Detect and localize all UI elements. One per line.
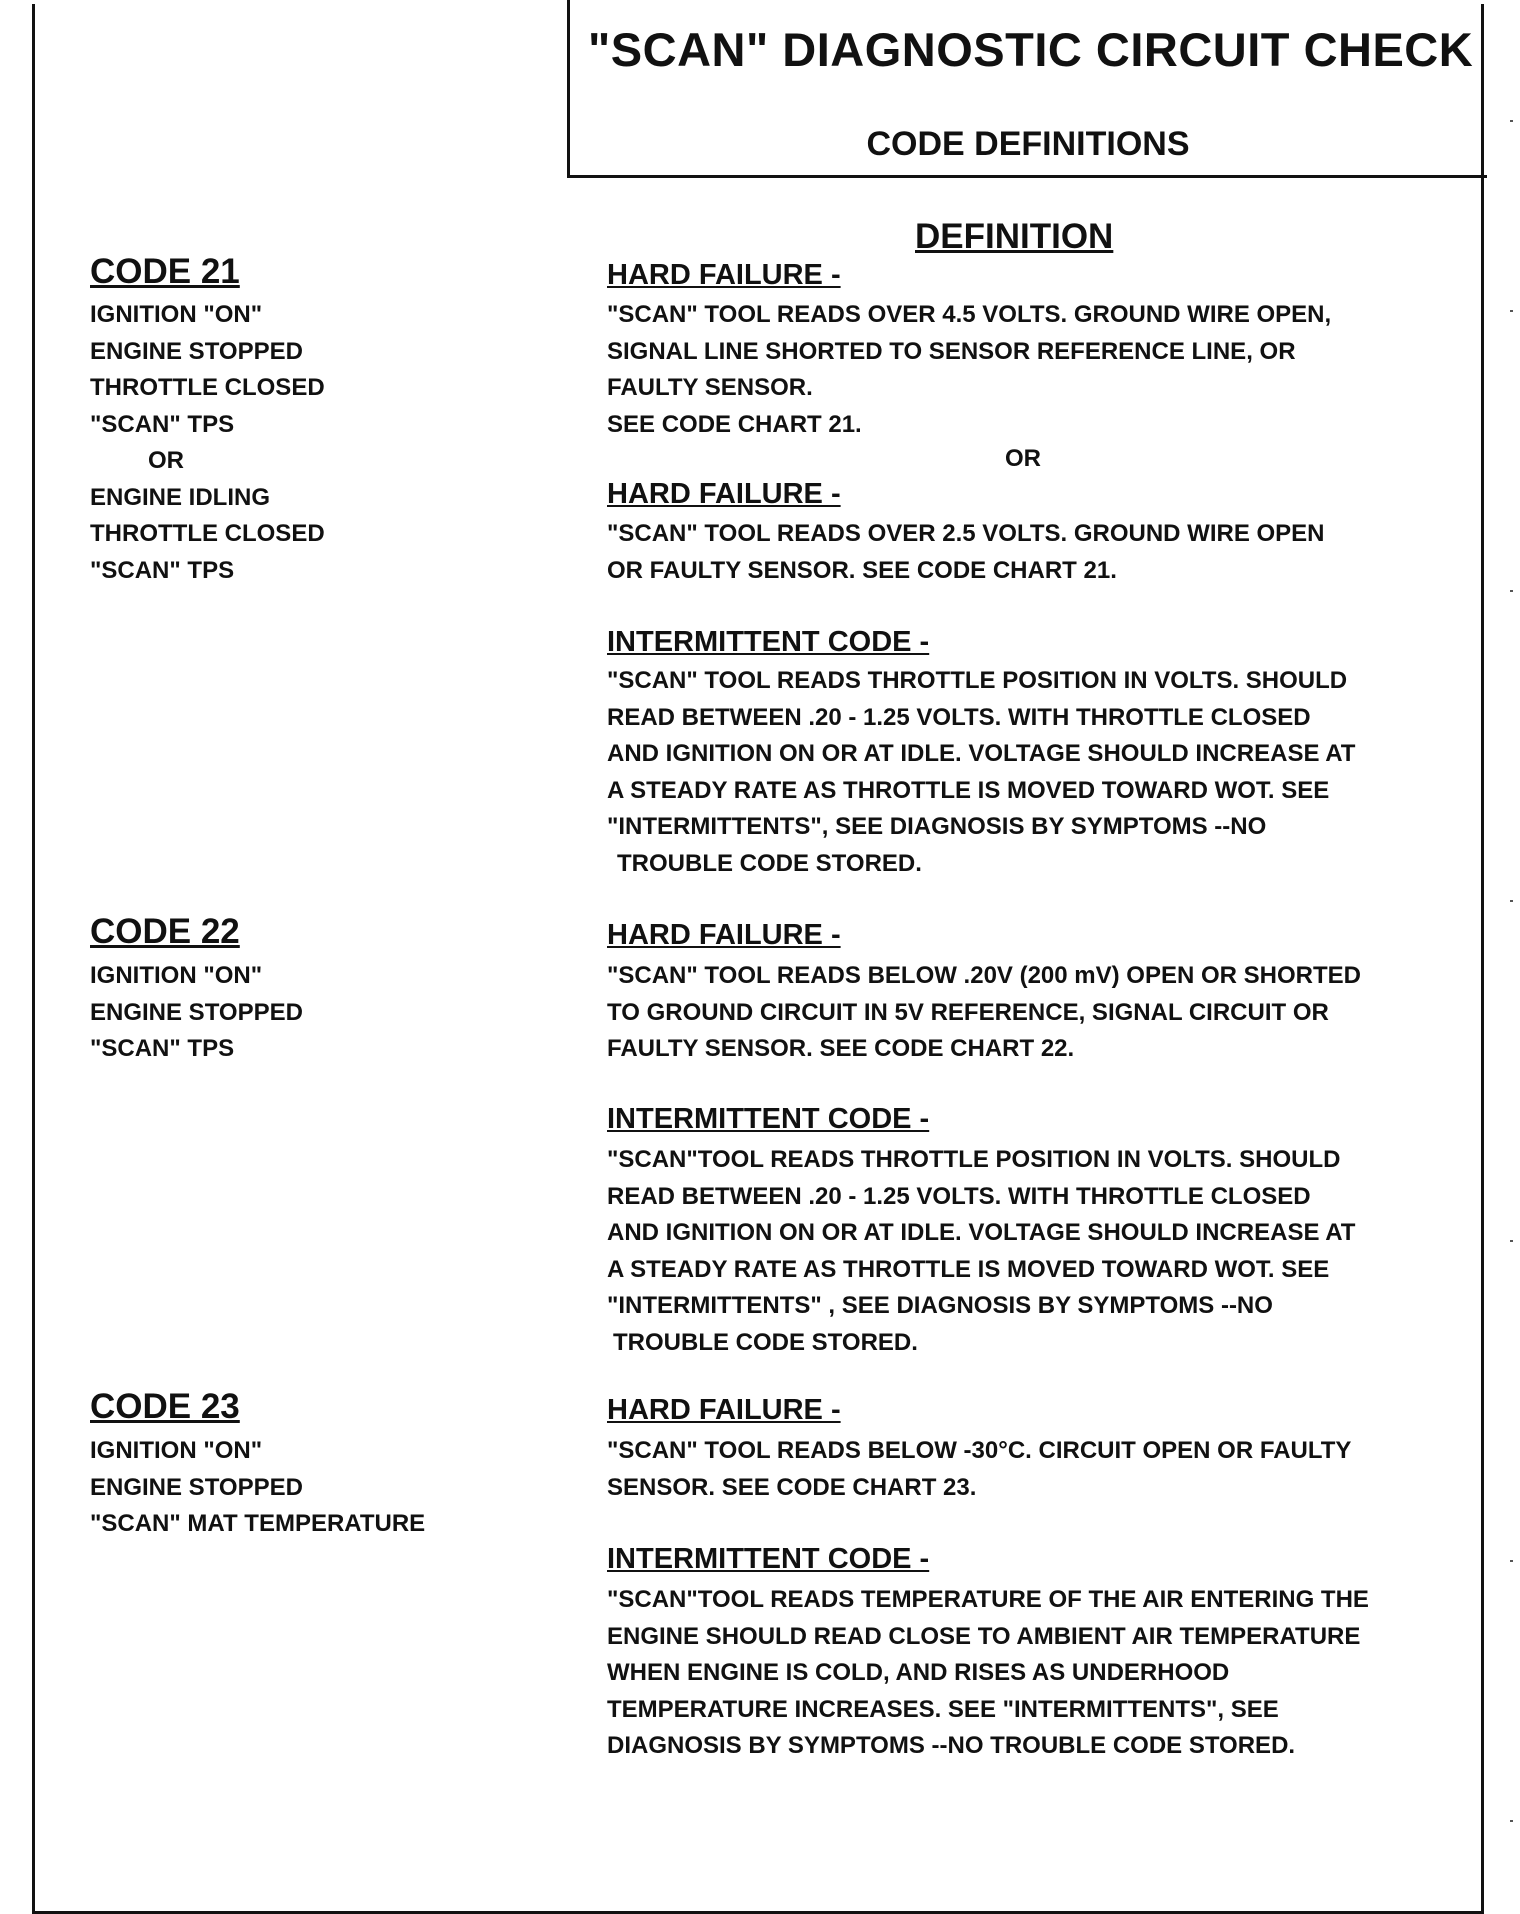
text-line: "SCAN" TOOL READS BELOW .20V (200 mV) OPEN OR SHORTED [607,962,1361,989]
text-line: "SCAN"TOOL READS THROTTLE POSITION IN VOLTS. SHOULD [607,1146,1341,1173]
code-21-heading: CODE 21 [90,252,240,291]
condition-line: ENGINE IDLING [90,483,271,511]
condition-line: ENGINE STOPPED [90,1473,303,1501]
code-21-intermittent-text [607,663,1467,882]
text-line: AND IGNITION ON OR AT IDLE. VOLTAGE SHOULD INCREASE AT [607,1219,1356,1246]
code-21-hard-failure-2-heading: HARD FAILURE - [607,478,841,510]
code-22-heading: CODE 22 [90,912,240,951]
page-title: "SCAN" DIAGNOSTIC CIRCUIT CHECK [588,23,1474,76]
code-22-intermittent-text [607,1142,1467,1361]
code-21-hard-failure-1-heading: HARD FAILURE - [607,259,841,291]
code-21-conditions [90,297,520,589]
text-line: "SCAN" TOOL READS THROTTLE POSITION IN VOLTS. SHOULD [607,667,1348,694]
code-22-hard-failure-heading: HARD FAILURE - [607,919,841,951]
text-line: ENGINE SHOULD READ CLOSE TO AMBIENT AIR TEMPERATURE [607,1622,1361,1650]
text-line: DIAGNOSIS BY SYMPTOMS --NO TROUBLE CODE STORED. [607,1732,1296,1759]
condition-line: IGNITION "ON" [90,962,263,989]
scan-mark [1510,120,1513,122]
code-22-conditions [90,958,520,1068]
text-line: READ BETWEEN .20 - 1.25 VOLTS. WITH THROTTLE CLOSED [607,703,1311,731]
text-line: READ BETWEEN .20 - 1.25 VOLTS. WITH THROTTLE CLOSED [607,1182,1311,1210]
text-line: FAULTY SENSOR. SEE CODE CHART 22. [607,1035,1075,1062]
text-line: A STEADY RATE AS THROTTLE IS MOVED TOWARD WOT. SEE [607,1255,1330,1283]
condition-line: IGNITION "ON" [90,301,263,328]
condition-or: OR [148,447,184,474]
text-line: TROUBLE CODE STORED. [617,849,922,877]
condition-line: ENGINE STOPPED [90,337,303,365]
text-line: AND IGNITION ON OR AT IDLE. VOLTAGE SHOULD INCREASE AT [607,740,1356,767]
text-line: TO GROUND CIRCUIT IN 5V REFERENCE, SIGNAL CIRCUIT OR [607,998,1329,1026]
code-22-intermittent-heading: INTERMITTENT CODE - [607,1103,930,1135]
scan-mark [1510,310,1513,312]
text-line: WHEN ENGINE IS COLD, AND RISES AS UNDERHOOD [607,1659,1230,1686]
text-line: "SCAN" TOOL READS OVER 2.5 VOLTS. GROUND WIRE OPEN [607,520,1325,547]
text-line: FAULTY SENSOR. [607,374,813,401]
condition-line: "SCAN" MAT TEMPERATURE [90,1510,426,1537]
text-line: SENSOR. SEE CODE CHART 23. [607,1473,977,1501]
code-23-conditions [90,1433,520,1543]
text-line: OR FAULTY SENSOR. SEE CODE CHART 21. [607,556,1117,584]
definition-or-separator: OR [1005,445,1041,472]
text-line: TROUBLE CODE STORED. [613,1328,918,1356]
text-line: SIGNAL LINE SHORTED TO SENSOR REFERENCE LINE, OR [607,337,1296,365]
condition-line: THROTTLE CLOSED [90,520,325,547]
condition-line: ENGINE STOPPED [90,998,303,1026]
condition-line: "SCAN" TPS [90,556,235,584]
code-21-hard-failure-2-text [607,516,1467,589]
code-23-intermittent-heading: INTERMITTENT CODE - [607,1543,930,1575]
text-line: "SCAN" TOOL READS BELOW -30°C. CIRCUIT OPEN OR FAULTY [607,1437,1352,1464]
text-line: "INTERMITTENTS", SEE DIAGNOSIS BY SYMPTOMS --NO [607,813,1267,840]
code-21-intermittent-heading: INTERMITTENT CODE - [607,626,930,658]
code-23-hard-failure-heading: HARD FAILURE - [607,1394,841,1426]
condition-line: THROTTLE CLOSED [90,374,325,401]
code-22-hard-failure-text [607,958,1467,1068]
text-line: "SCAN"TOOL READS TEMPERATURE OF THE AIR ENTERING THE [607,1586,1369,1613]
condition-line: IGNITION "ON" [90,1437,263,1464]
code-23-hard-failure-text [607,1433,1467,1506]
scan-mark [1510,1240,1513,1242]
scan-mark [1510,900,1513,902]
scan-mark [1510,1820,1513,1822]
condition-line: "SCAN" TPS [90,410,235,438]
condition-line: "SCAN" TPS [90,1035,235,1062]
text-line: SEE CODE CHART 21. [607,410,862,438]
code-21-hard-failure-1-text [607,297,1467,443]
code-23-intermittent-text [607,1582,1467,1765]
code-23-heading: CODE 23 [90,1387,240,1426]
text-line: "SCAN" TOOL READS OVER 4.5 VOLTS. GROUND WIRE OPEN, [607,301,1332,328]
scan-mark [1510,1560,1513,1562]
text-line: "INTERMITTENTS" , SEE DIAGNOSIS BY SYMPTOMS --NO [607,1292,1273,1319]
scan-mark [1510,590,1513,592]
definition-column-header: DEFINITION [915,217,1114,256]
text-line: A STEADY RATE AS THROTTLE IS MOVED TOWARD WOT. SEE [607,776,1330,804]
text-line: TEMPERATURE INCREASES. SEE "INTERMITTENTS", SEE [607,1695,1279,1723]
page-subtitle: CODE DEFINITIONS [866,125,1190,163]
